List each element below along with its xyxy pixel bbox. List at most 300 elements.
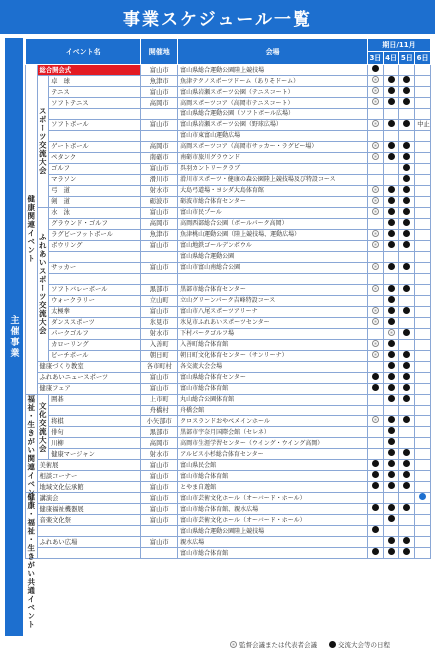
venue-cell: 富山市総合体育館、親水広場 [178,504,368,515]
day-cell [383,240,399,251]
black-circle-icon [403,362,410,369]
venue-cell: 富山市芸術文化ホール（オーバード・ホール） [178,493,368,504]
venue-cell: 滑川市スポーツ・健康の森公園陸上競技場及び特設コース [178,174,368,185]
day-cell [415,98,431,109]
day-cell [415,526,431,537]
day-cell [415,427,431,438]
event-name [37,526,141,537]
day-cell [399,526,415,537]
table-row [26,438,431,449]
day-cell [383,449,399,460]
page-title: 事業スケジュール一覧 [123,9,312,30]
day-cell [368,350,384,361]
city-cell: 舟橋村 [141,405,178,416]
day-cell [399,163,415,174]
city-cell [141,548,178,559]
day-cell [368,339,384,350]
day-cell [368,163,384,174]
event-name: 相談コーナー [37,471,141,482]
black-circle-icon [388,537,395,544]
gray-circle-icon [372,153,379,160]
event-name: 弓 道 [49,185,141,196]
black-circle-icon [388,373,395,380]
event-name: 美術展 [37,460,141,471]
city-cell: 高岡市 [141,98,178,109]
table-row [26,76,431,87]
event-name: 総合開会式 [37,65,141,76]
day-cell [399,109,415,120]
header-venue: 会場 [178,39,368,65]
black-circle-icon [403,263,410,270]
day-cell [399,185,415,196]
black-circle-icon [372,471,379,478]
schedule-body [26,65,431,630]
table-row [26,306,431,317]
venue-cell: 呉羽カントリークラブ [178,163,368,174]
black-circle-icon [388,318,395,325]
table-row [26,394,431,405]
day-cell [415,350,431,361]
day-cell [399,251,415,262]
group-label: 健康関連イベント [26,65,38,395]
city-cell: 富山市 [141,460,178,471]
day-cell [383,262,399,273]
day-cell [399,295,415,306]
subgroup-label: ふれあいスポーツ交流大会 [37,207,49,361]
table-row [26,383,431,394]
day-cell [368,526,384,537]
event-name: ラグビーフットボール [49,229,141,240]
table-row [26,273,431,284]
day-cell [383,394,399,405]
day-cell [399,317,415,328]
subgroup-label: 文化交流大会 [37,394,49,460]
table-row [26,460,431,471]
city-cell: 魚津市 [141,76,178,87]
black-circle-icon [403,76,410,83]
table-row [26,515,431,526]
table-row [26,141,431,152]
table-row [26,185,431,196]
day-cell [399,416,415,427]
day-cell [383,65,399,76]
day-cell [399,460,415,471]
event-name: ゴルフ [49,163,141,174]
black-circle-icon [403,449,410,456]
black-circle-icon [403,537,410,544]
day-cell [383,493,399,504]
group-label: 健康・福祉・生きがい共通イベント [26,493,36,630]
black-circle-icon [403,197,410,204]
black-circle-icon [388,230,395,237]
city-cell: 富山市 [141,262,178,273]
header-day: 4日 [383,52,399,65]
black-circle-icon [372,460,379,467]
event-name: 川柳 [49,438,141,449]
gray-circle-icon [372,120,379,127]
day-cell [415,504,431,515]
day-cell [399,493,415,504]
city-cell: 立山町 [141,295,178,306]
event-name: 将棋 [49,416,141,427]
black-circle-icon [329,641,336,648]
venue-cell: 富山県総合運動公園陸上競技場 [178,526,368,537]
day-cell [399,240,415,251]
day-cell [399,471,415,482]
day-cell [368,196,384,207]
day-cell [399,207,415,218]
day-cell [415,87,431,98]
black-circle-icon [388,362,395,369]
day-cell [415,471,431,482]
venue-cell: 富山市総合体育館 [178,383,368,394]
day-cell [415,482,431,493]
black-circle-icon [403,175,410,182]
black-circle-icon [403,98,410,105]
city-cell [141,109,178,120]
city-cell: 高岡市 [141,141,178,152]
day-cell [383,438,399,449]
city-cell: 富山市 [141,207,178,218]
day-cell [368,98,384,109]
venue-cell: 立山グリーンパーク吉峰特設コース [178,295,368,306]
day-cell [415,141,431,152]
table-row [26,537,431,548]
day-cell [368,109,384,120]
day-cell [415,394,431,405]
venue-cell: 朝日町文化体育センター（サンリーナ） [178,350,368,361]
city-cell: 射水市 [141,185,178,196]
day-cell [399,196,415,207]
day-cell [368,240,384,251]
day-cell [399,141,415,152]
venue-cell: 舟橋会館 [178,405,368,416]
day-cell [383,537,399,548]
gray-circle-icon [372,285,379,292]
black-circle-icon [403,219,410,226]
city-cell: 砺波市 [141,196,178,207]
black-circle-icon [372,548,379,555]
venue-cell: 富山市総合体育館 [178,548,368,559]
day-cell [415,207,431,218]
header-period: 期日/11月 [368,39,431,52]
day-cell [383,207,399,218]
venue-cell: 砺波市総合体育センター [178,196,368,207]
day-cell [415,65,431,76]
day-cell [383,350,399,361]
table-row [26,130,431,141]
black-circle-icon [403,548,410,555]
city-cell: 魚津市 [141,229,178,240]
event-name: ゲートボール [49,141,141,152]
city-cell: 富山市 [141,87,178,98]
gray-circle-icon [230,641,237,648]
day-cell [415,240,431,251]
venue-cell: 富山県総合運動公園（ソフトボール広場） [178,109,368,120]
table-row [26,229,431,240]
city-cell: 富山市 [141,119,178,130]
day-cell [415,273,431,284]
table-row [26,449,431,460]
day-cell: 中止 [415,119,431,130]
day-cell [368,152,384,163]
day-cell [399,504,415,515]
event-name [49,130,141,141]
table-row [26,317,431,328]
black-circle-icon [388,296,395,303]
day-cell [383,460,399,471]
day-cell [383,416,399,427]
gray-circle-icon [372,98,379,105]
day-cell [415,251,431,262]
day-cell [368,65,384,76]
day-cell [368,405,384,416]
day-cell [415,383,431,394]
day-cell [415,109,431,120]
venue-cell: 高岡スポーツコア（高岡市サッカー・ラグビー場） [178,141,368,152]
gray-circle-icon [372,351,379,358]
city-cell: 黒部市 [141,284,178,295]
black-circle-icon [372,526,379,533]
black-circle-icon [403,87,410,94]
event-name: 健康フェア [37,383,141,394]
legend [230,640,390,649]
event-name [49,405,141,416]
day-cell [399,65,415,76]
table-row [26,405,431,416]
black-circle-icon [403,208,410,215]
day-cell [415,372,431,383]
event-name: 音楽文化祭 [37,515,141,526]
day-cell [368,119,384,130]
black-circle-icon [388,285,395,292]
event-name: グラウンド・ゴルフ [49,218,141,229]
table-row [26,328,431,339]
table-row [26,98,431,109]
day-cell [368,76,384,87]
day-cell [399,328,415,339]
day-cell [383,295,399,306]
day-cell [399,548,415,559]
gray-circle-icon [372,318,379,325]
black-circle-icon [388,186,395,193]
event-name: ダンススポーツ [49,317,141,328]
city-cell: 富山市 [141,537,178,548]
city-cell: 富山市 [141,482,178,493]
venue-cell: 氷見市ふれあいスポーツセンター [178,317,368,328]
gray-circle-icon [388,329,395,336]
header-day: 6日 [415,52,431,65]
day-cell [368,416,384,427]
city-cell: 富山市 [141,504,178,515]
black-circle-icon [403,460,410,467]
event-name: パークゴルフ [49,328,141,339]
day-cell [368,306,384,317]
blue-circle-icon [419,493,426,500]
table-row [26,471,431,482]
black-circle-icon [403,329,410,336]
day-cell [368,141,384,152]
day-cell [415,152,431,163]
event-name: 水 泳 [49,207,141,218]
day-cell [368,185,384,196]
venue-cell: 富山県総合運動公園陸上競技場 [178,65,368,76]
day-cell [383,76,399,87]
black-circle-icon [403,142,410,149]
table-row [26,251,431,262]
day-cell [383,218,399,229]
day-cell [368,504,384,515]
city-cell: 富山市 [141,65,178,76]
event-name: ソフトボール [49,119,141,130]
day-cell [368,394,384,405]
day-cell [368,328,384,339]
day-cell [415,130,431,141]
day-cell [415,460,431,471]
city-cell: 朝日町 [141,350,178,361]
day-cell [399,87,415,98]
event-name: 卓 球 [49,76,141,87]
gray-circle-icon [372,307,379,314]
venue-cell: 入善町総合体育館 [178,339,368,350]
venue-cell [178,273,368,284]
table-row [26,119,431,130]
event-name: 太極拳 [49,306,141,317]
city-cell [141,526,178,537]
city-cell: 射水市 [141,449,178,460]
event-name [37,548,141,559]
table-row [26,372,431,383]
city-cell: 滑川市 [141,174,178,185]
black-circle-icon [403,186,410,193]
black-circle-icon [388,548,395,555]
event-name: 囲碁 [49,394,141,405]
city-cell: 氷見市 [141,317,178,328]
day-cell [415,361,431,372]
gray-circle-icon [372,142,379,149]
day-cell [415,174,431,185]
black-circle-icon [388,208,395,215]
event-name: ウォークラリー [49,295,141,306]
venue-cell: 富山市総合体育館 [178,471,368,482]
city-cell [141,251,178,262]
table-row [26,163,431,174]
gray-circle-icon [372,186,379,193]
day-cell [383,273,399,284]
black-circle-icon [388,153,395,160]
venue-cell: 富山市芸術文化ホール（オーバード・ホール） [178,515,368,526]
venue-cell: 親水広場 [178,537,368,548]
day-cell [399,152,415,163]
day-cell [368,427,384,438]
venue-cell: クロスランドおやべメインホール [178,416,368,427]
day-cell [399,273,415,284]
event-name: ソフトテニス [49,98,141,109]
black-circle-icon [388,98,395,105]
day-cell [399,98,415,109]
black-circle-icon [403,395,410,402]
city-cell: 黒部市 [141,427,178,438]
table-row [26,174,431,185]
gray-circle-icon [372,241,379,248]
day-cell [368,438,384,449]
city-cell: 各市町村 [141,361,178,372]
group-label: 福祉・生きがい関連イベント [26,394,36,506]
day-cell [415,163,431,174]
day-cell [368,449,384,460]
day-cell [383,284,399,295]
day-cell [383,328,399,339]
venue-cell: アルビス小杉総合体育センター [178,449,368,460]
day-cell [399,427,415,438]
day-cell [415,449,431,460]
black-circle-icon [388,395,395,402]
table-row [26,482,431,493]
event-name: 健康づくり教室 [37,361,141,372]
event-name: テニス [49,87,141,98]
day-cell [368,130,384,141]
day-cell [415,229,431,240]
day-cell [383,405,399,416]
table-row [26,152,431,163]
venue-cell: 富山市民プール [178,207,368,218]
subgroup-label: スポーツ交流大会 [37,76,49,208]
venue-cell: 富山県民会館 [178,460,368,471]
gray-circle-icon [372,87,379,94]
city-cell: 富山市 [141,240,178,251]
day-cell [383,163,399,174]
event-name: ビーチボール [49,350,141,361]
black-circle-icon [372,384,379,391]
main-category-label: 主催事業 [8,315,19,359]
gray-circle-icon [372,230,379,237]
event-name: ボウリング [49,240,141,251]
black-circle-icon [388,219,395,226]
event-name: 地域文化伝承館 [37,482,141,493]
table-row [26,361,431,372]
venue-cell: 富山県岩瀬スポーツ公園（野球広場） [178,119,368,130]
event-name [49,251,141,262]
table-row [26,427,431,438]
city-cell: 射水市 [141,328,178,339]
black-circle-icon [388,120,395,127]
city-cell: 富山市 [141,383,178,394]
black-circle-icon [403,241,410,248]
city-cell: 高岡市 [141,438,178,449]
day-cell [399,229,415,240]
day-cell [383,229,399,240]
day-cell [368,229,384,240]
venue-cell: 大島弓道場・ヨシダ大島体育館 [178,185,368,196]
day-cell [368,251,384,262]
day-cell [368,87,384,98]
black-circle-icon [403,482,410,489]
day-cell [399,372,415,383]
city-cell: 小矢部市 [141,416,178,427]
day-cell [368,284,384,295]
day-cell [383,152,399,163]
table-row [26,548,431,559]
venue-cell: 南砺市旅川グラウンド [178,152,368,163]
table-row [26,339,431,350]
day-cell [368,537,384,548]
event-name: 剣 道 [49,196,141,207]
day-cell [383,251,399,262]
city-cell: 南砺市 [141,152,178,163]
day-cell [383,119,399,130]
header-event: イベント名 [26,39,141,65]
city-cell: 富山市 [141,471,178,482]
